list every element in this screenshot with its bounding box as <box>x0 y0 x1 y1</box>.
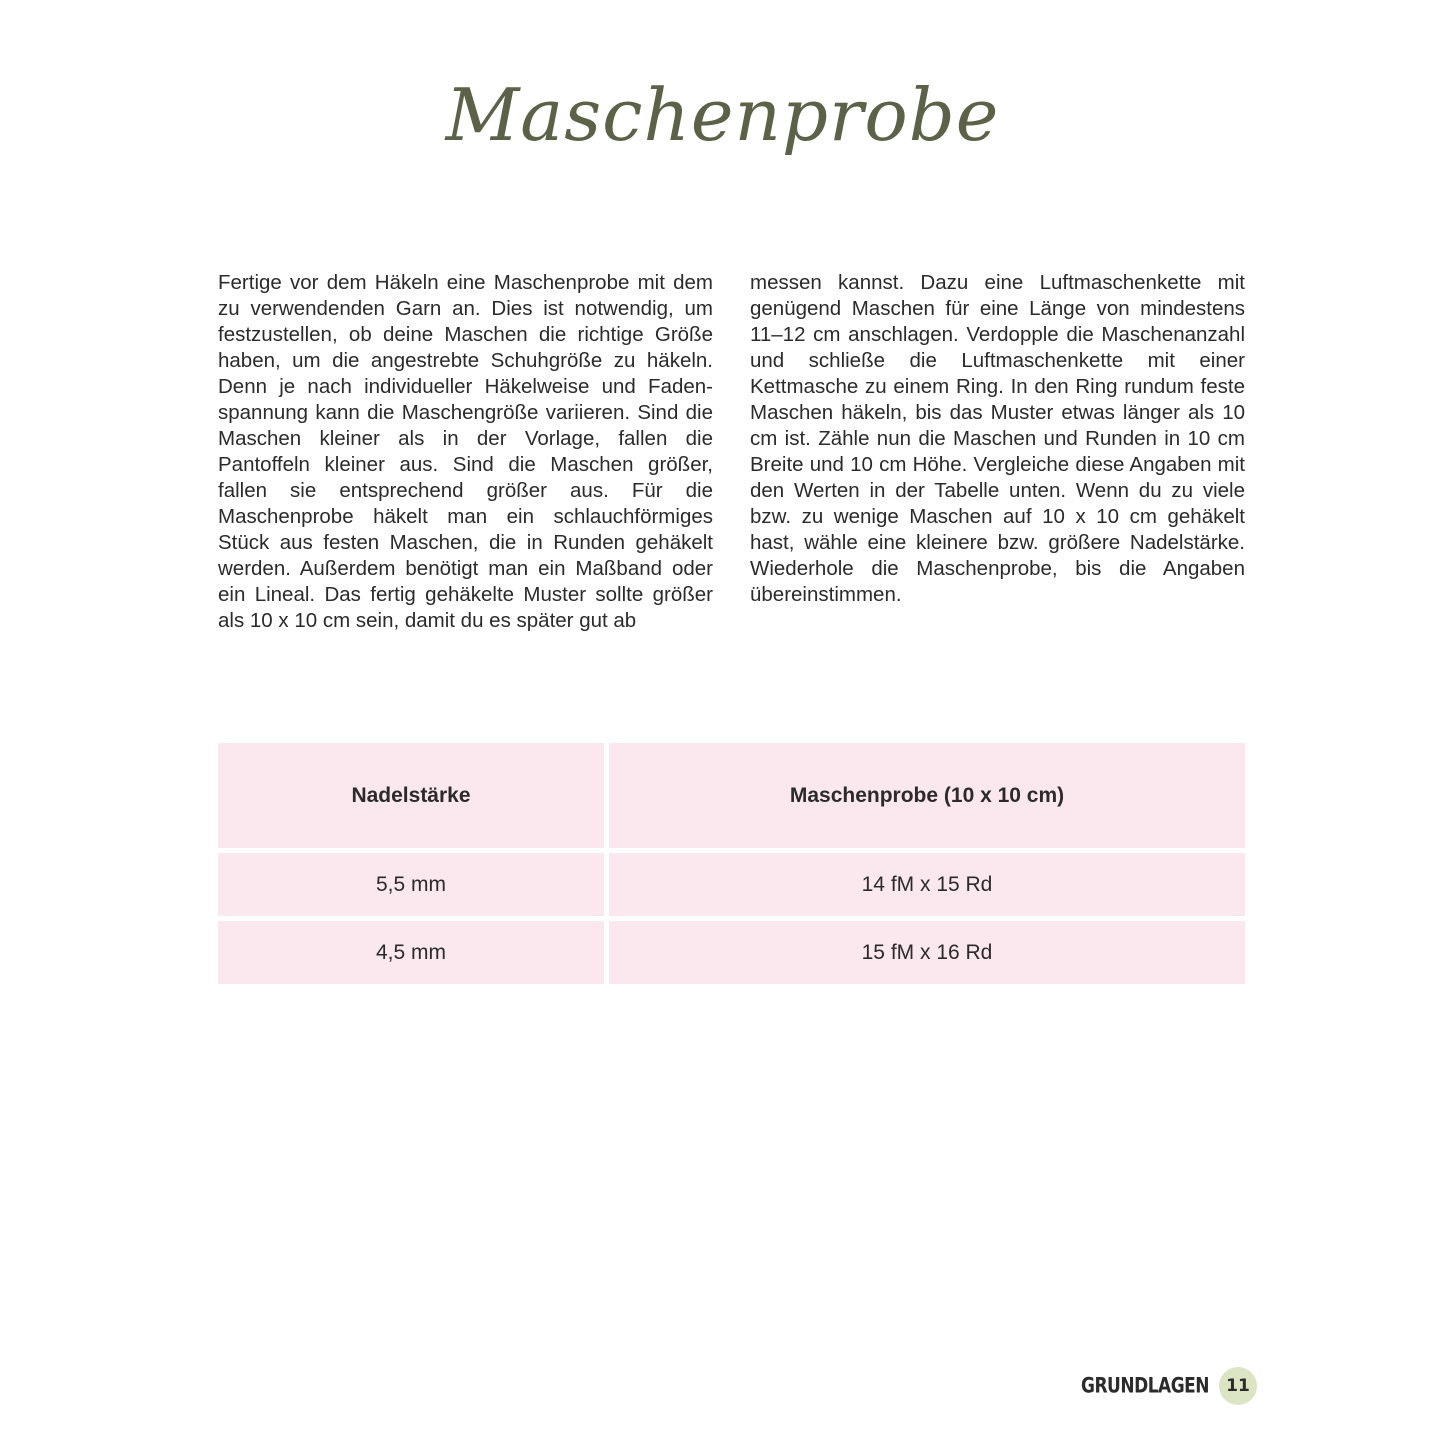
page-footer <box>1081 1367 1257 1405</box>
text-column-left: Fertige vor dem Häkeln eine Maschenprobe mit dem zu verwendenden Garn an. Dies ist notwendig, um festzustellen, ob deine Maschen die richtige Größe haben, um die angestrebte Schuhgröße zu häkeln. Denn je nach individueller Häkelweise und Fadenspannung kann die Maschengröße variieren. Sind die Maschen kleiner als in der Vorlage, fallen die Pantoffeln kleiner aus. Sind die Maschen größer, fallen sie entsprechend größer aus. Für die Maschenprobe häkelt man ein schlauchförmiges Stück aus festen Maschen, die in Runden gehäkelt werden. Außerdem benötigt man ein Maßband oder ein Lineal. Das fertig gehäkelte Muster sollte größer als 10 x 10 cm sein, damit du es später gut ab <box>218 271 713 632</box>
table-row <box>218 921 1245 984</box>
table-cell-gauge: 14 fM x 15 Rd <box>609 853 1245 916</box>
table-header-row <box>218 743 1245 848</box>
table-cell-needle-size: 5,5 mm <box>218 853 604 916</box>
table-header-needle-size: Nadelstärke <box>218 743 604 848</box>
section-label: GRUNDLAGEN <box>1081 1373 1209 1399</box>
table-cell-needle-size: 4,5 mm <box>218 921 604 984</box>
table-cell-gauge: 15 fM x 16 Rd <box>609 921 1245 984</box>
gauge-table <box>218 743 1245 989</box>
page-title: Maschenprobe <box>445 73 1000 157</box>
text-column-right: messen kannst. Dazu eine Luftmaschenkette mit genügend Maschen für eine Länge von mindestens 11–12 cm anschlagen. Verdopple die Maschenanzahl und schließe die Luftmaschenkette mit einer Kettmasche zu einem Ring. In den Ring rundum feste Maschen häkeln, bis das Muster etwas länger als 10 cm ist. Zähle nun die Maschen und Runden in 10 cm Breite und 10 cm Höhe. Vergleiche diese Angaben mit den Werten in der Tabelle unten. Wenn du zu viele bzw. zu wenige Maschen auf 10 x 10 cm gehäkelt hast, wähle eine kleinere bzw. größere Nadelstärke. Wiederhole die Maschenprobe, bis die Angaben übereinstimmen. <box>750 271 1245 606</box>
table-header-gauge: Maschenprobe (10 x 10 cm) <box>609 743 1245 848</box>
table-row <box>218 853 1245 916</box>
page-number-badge: 11 <box>1219 1367 1257 1405</box>
body-text <box>218 270 1245 634</box>
